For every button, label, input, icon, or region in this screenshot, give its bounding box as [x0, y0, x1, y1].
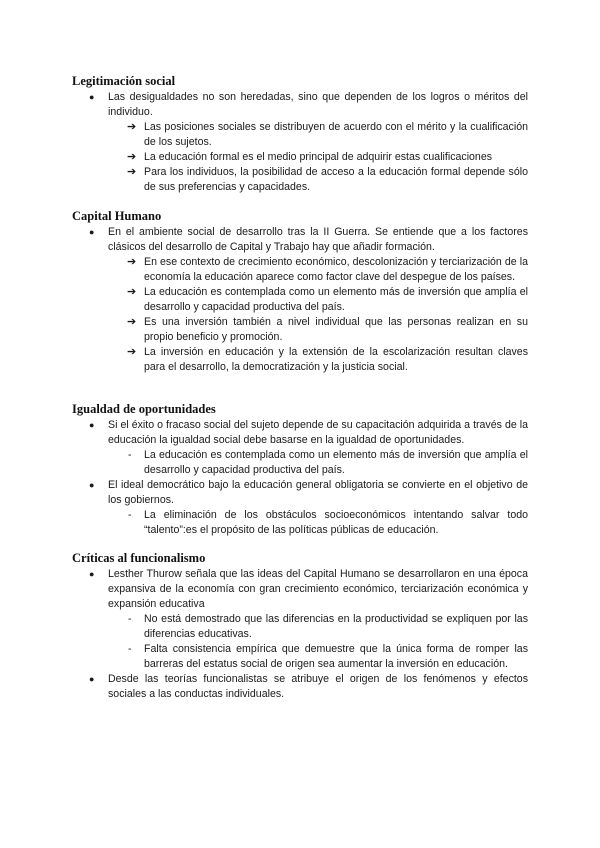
arrow-item: [72, 150, 528, 165]
arrow-text: En ese contexto de crecimiento económico, descolonización y terciarización de la economía la educación aparece como factor clave del despegue de los países.: [144, 256, 528, 283]
dash-marker: -: [128, 643, 132, 655]
dash-item: [72, 508, 528, 538]
arrow-item: [72, 285, 528, 315]
dash-item: [72, 642, 528, 672]
arrow-icon: ➔: [127, 166, 137, 178]
arrow-text: La inversión en educación y la extensión de la escolarización resultan claves para el desarrollo, la democratización y la justicia social.: [144, 346, 528, 373]
dash-marker: -: [128, 449, 132, 461]
arrow-text: La educación es contemplada como un elemento más de inversión que amplía el desarrollo y capacidad productiva del país.: [144, 286, 528, 313]
bullet-item: [72, 418, 528, 448]
dash-item: [72, 448, 528, 478]
arrow-icon: ➔: [127, 316, 137, 328]
bullet-marker: ●: [89, 420, 95, 430]
arrow-item: [72, 120, 528, 150]
arrow-icon: ➔: [127, 121, 137, 133]
section-heading: Críticas al funcionalismo: [72, 551, 206, 565]
dash-item: [72, 612, 528, 642]
arrow-text: Es una inversión también a nivel individual que las personas realizan en su propio beneficio y promoción.: [144, 316, 528, 343]
bullet-text: En el ambiente social de desarrollo tras la II Guerra. Se entiende que a los factores clásicos del desarrollo de Capital y Trabajo hay que añadir formación.: [108, 226, 528, 253]
section-capital-humano: [72, 209, 528, 375]
bullet-text: Si el éxito o fracaso social del sujeto depende de su capacitación adquirida a través de la educación la igualdad social debe basarse en la igualdad de oportunidades.: [108, 419, 528, 446]
section-legitimacion-social: [72, 74, 528, 195]
bullet-marker: ●: [89, 92, 95, 102]
bullet-text: Las desigualdades no son heredadas, sino que dependen de los logros o méritos del individuo.: [108, 91, 528, 118]
arrow-icon: ➔: [127, 286, 137, 298]
bullet-marker: ●: [89, 674, 95, 684]
bullet-item: [72, 90, 528, 120]
arrow-text: La educación formal es el medio principal de adquirir estas cualificaciones: [144, 151, 493, 163]
arrow-item: [72, 315, 528, 345]
bullet-item: [72, 672, 528, 702]
section-heading: Igualdad de oportunidades: [72, 402, 216, 416]
bullet-text: El ideal democrático bajo la educación general obligatoria se convierte en el objetivo de los gobiernos.: [108, 479, 528, 506]
section-heading: Legitimación social: [72, 74, 176, 88]
arrow-item: [72, 165, 528, 195]
arrow-icon: ➔: [127, 151, 137, 163]
bullet-item: [72, 478, 528, 508]
bullet-marker: ●: [89, 569, 95, 579]
bullet-text: Lesther Thurow señala que las ideas del Capital Humano se desarrollaron en una época expansiva de la economía con gran crecimiento económico, terciarización económica y expansión educativa: [108, 568, 528, 610]
arrow-icon: ➔: [127, 346, 137, 358]
arrow-text: Para los individuos, la posibilidad de acceso a la educación formal depende sólo de sus preferencias y capacidades.: [144, 166, 528, 193]
section-igualdad-oportunidades: [72, 402, 528, 538]
section-criticas-funcionalismo: [72, 551, 528, 702]
arrow-icon: ➔: [127, 256, 137, 268]
bullet-item: [72, 567, 528, 612]
dash-text: La educación es contemplada como un elemento más de inversión que amplía el desarrollo y capacidad productiva del país.: [144, 449, 528, 476]
arrow-text: Las posiciones sociales se distribuyen de acuerdo con el mérito y la cualificación de los sujetos.: [144, 121, 528, 148]
dash-marker: -: [128, 509, 132, 521]
bullet-marker: ●: [89, 227, 95, 237]
bullet-item: [72, 225, 528, 255]
bullet-text: Desde las teorías funcionalistas se atribuye el origen de los fenómenos y efectos sociales a las conductas individuales.: [108, 673, 528, 700]
dash-marker: -: [128, 613, 132, 625]
dash-text: Falta consistencia empírica que demuestre que la única forma de romper las barreras del estatus social de origen sea aumentar la inversión en educación.: [144, 643, 528, 670]
arrow-item: [72, 255, 528, 285]
section-heading: Capital Humano: [72, 209, 162, 223]
dash-text: No está demostrado que las diferencias en la productividad se expliquen por las diferencias educativas.: [144, 613, 528, 640]
dash-text: La eliminación de los obstáculos socioeconómicos intentando salvar todo “talento”:es el propósito de las políticas públicas de educación.: [144, 509, 528, 536]
bullet-marker: ●: [89, 480, 95, 490]
arrow-item: [72, 345, 528, 375]
